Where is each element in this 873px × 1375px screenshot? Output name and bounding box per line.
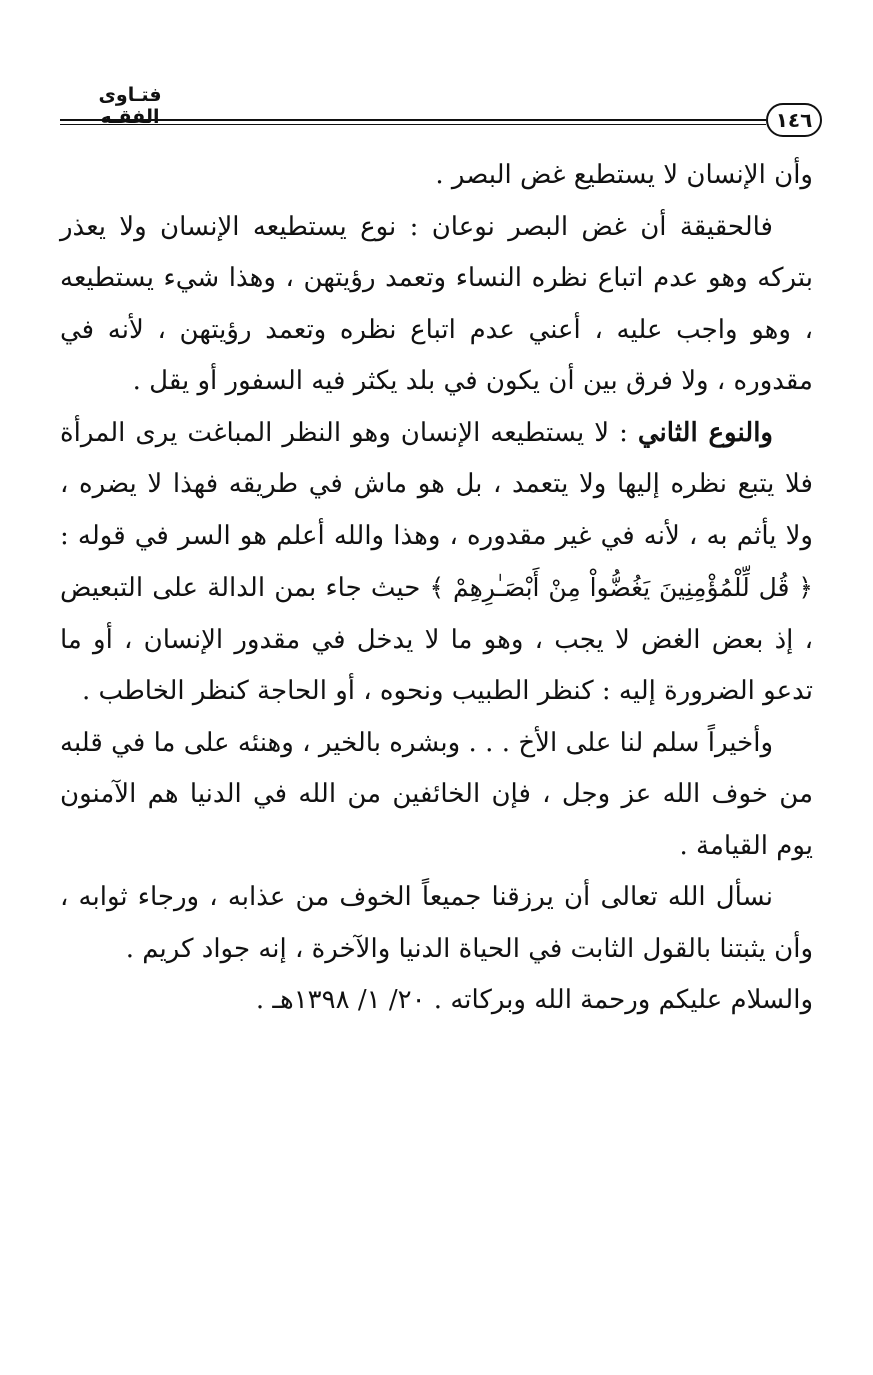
paragraph-1: وأن الإنسان لا يستطيع غض البصر . <box>435 160 813 190</box>
paragraph-3-part-b: حيث جاء بمن الدالة على التبعيض ، إذ بعض الغض لا يجب ، وهو ما لا يدخل في مقدور الإنسان ، أو ما تدعو الضرورة إليه : كنظر الطبيب ونحوه ، أو الحاجة كنظر الخاطب . <box>60 573 813 706</box>
closing-line: والسلام عليكم ورحمة الله وبركاته . ٢٠/ ١/ ١٣٩٨هـ . <box>255 985 813 1015</box>
page-number: ١٤٦ <box>766 103 822 137</box>
paragraph-4: وأخيراً سلم لنا على الأخ . . . وبشره بالخير ، وهنئه على ما في قلبه من خوف الله عز وجل ، فإن الخائفين من الله في الدنيا هم الآمنون يوم القيامة . <box>60 727 813 861</box>
book-title: فتـاوى الفقـه <box>98 84 162 128</box>
paragraph-3-lead: والنوع الثاني <box>637 417 773 448</box>
paragraph-3-part-a: : لا يستطيعه الإنسان وهو النظر المباغت يرى المرأة فلا يتبع نظره إليها ولا يتعمد ، بل هو ماش في طريقه فهذا لا يضره ، ولا يأثم به ، لأنه في غير مقدوره ، وهذا والله أعلم هو السر في قوله : <box>60 417 813 551</box>
paragraph-5: نسأل الله تعالى أن يرزقنا جميعاً الخوف من عذابه ، ورجاء ثوابه ، وأن يثبتنا بالقول الثابت في الحياة الدنيا والآخرة ، إنه جواد كريم . <box>60 882 813 964</box>
paragraph-3 <box>60 408 813 718</box>
header-rule <box>60 119 766 125</box>
paragraph-2: فالحقيقة أن غض البصر نوعان : نوع يستطيعه الإنسان ولا يعذر بتركه وهو عدم اتباع نظره النساء وتعمد رؤيتهن ، وهذا شيء يستطيعه ، وهو واجب عليه ، أعني عدم اتباع نظره وتعمد رؤيتهن ، لأنه في مقدوره ، ولا فرق بين أن يكون في بلد يكثر فيه السفور أو يقل . <box>60 211 813 396</box>
body-text <box>60 150 813 1027</box>
quran-verse: ﴿ قُل لِّلْمُؤْمِنِينَ يَغُضُّواْ مِنْ أَبْصَـٰرِهِمْ ﴾ <box>429 573 813 602</box>
